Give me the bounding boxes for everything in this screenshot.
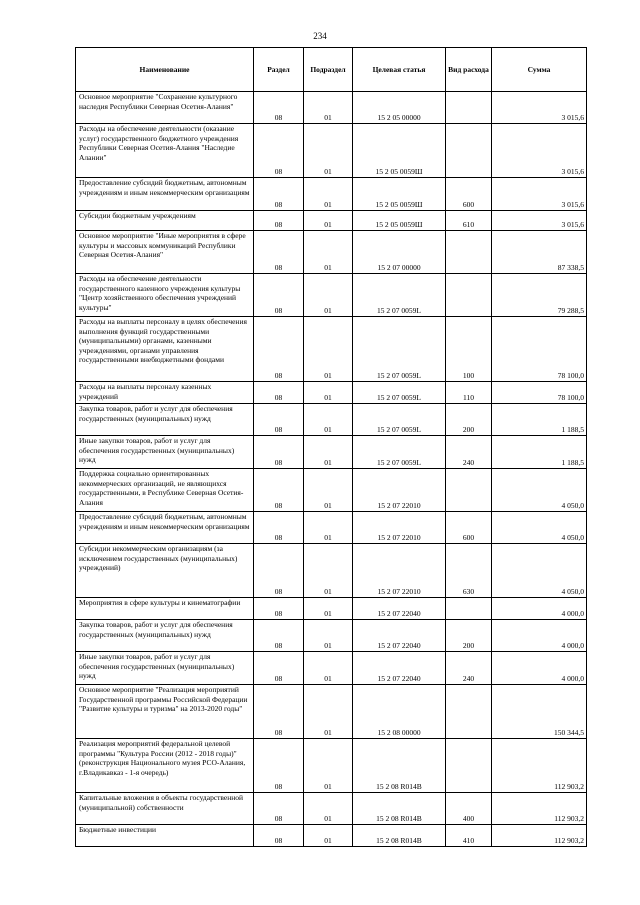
cell-target: 15 2 08 R014B [353,825,446,847]
cell-subsection: 01 [304,598,353,620]
cell-sum: 4 050,0 [492,469,587,512]
cell-type [446,92,492,124]
header-target: Целевая статья [353,48,446,92]
cell-sum: 3 015,6 [492,211,587,231]
cell-type: 410 [446,825,492,847]
header-section: Раздел [254,48,304,92]
cell-sum: 79 288,5 [492,274,587,317]
cell-type [446,685,492,739]
cell-sum: 4 000,0 [492,652,587,685]
table-row [76,469,587,512]
cell-type: 400 [446,793,492,825]
cell-target: 15 2 07 0059L [353,436,446,469]
cell-section: 08 [254,404,304,436]
cell-type: 240 [446,652,492,685]
cell-target: 15 2 07 22010 [353,469,446,512]
cell-sum: 112 903,2 [492,739,587,793]
table-row [76,825,587,847]
cell-section: 08 [254,178,304,211]
cell-target: 15 2 08 R014B [353,739,446,793]
cell-subsection: 01 [304,825,353,847]
cell-type: 630 [446,544,492,598]
cell-subsection: 01 [304,512,353,544]
cell-type [446,598,492,620]
cell-name: Закупка товаров, работ и услуг для обеспечения государственных (муниципальных) нужд [76,620,254,652]
cell-type: 600 [446,512,492,544]
cell-target: 15 2 05 0059Ш [353,124,446,178]
cell-name: Расходы на обеспечение деятельности государственного казенного учреждения культуры "Центр хозяйственного обеспечения учреждений культуры" [76,274,254,317]
cell-section: 08 [254,124,304,178]
header-type: Вид расхода [446,48,492,92]
cell-subsection: 01 [304,544,353,598]
cell-type: 110 [446,382,492,404]
cell-target: 15 2 07 00000 [353,231,446,274]
cell-name: Поддержка социально ориентированных некоммерческих организаций, не являющихся государственными, в Республике Северная Осетия-Алания [76,469,254,512]
cell-sum: 4 000,0 [492,598,587,620]
cell-section: 08 [254,739,304,793]
cell-type: 200 [446,620,492,652]
cell-target: 15 2 07 0059L [353,382,446,404]
cell-section: 08 [254,274,304,317]
cell-name: Мероприятия в сфере культуры и кинематографии [76,598,254,620]
cell-target: 15 2 07 22040 [353,598,446,620]
table-row [76,404,587,436]
table-row [76,178,587,211]
cell-name: Основное мероприятие "Сохранение культурного наследия Республики Северная Осетия-Алания" [76,92,254,124]
table-row [76,211,587,231]
cell-type: 200 [446,404,492,436]
cell-target: 15 2 07 22010 [353,544,446,598]
cell-subsection: 01 [304,620,353,652]
cell-type: 600 [446,178,492,211]
cell-target: 15 2 05 0059Ш [353,178,446,211]
header-subsection: Подраздел [304,48,353,92]
cell-name: Бюджетные инвестиции [76,825,254,847]
table-row [76,685,587,739]
cell-subsection: 01 [304,739,353,793]
table-row [76,739,587,793]
cell-target: 15 2 07 22010 [353,512,446,544]
cell-type [446,124,492,178]
cell-section: 08 [254,436,304,469]
table-body [76,92,587,847]
cell-section: 08 [254,512,304,544]
cell-subsection: 01 [304,382,353,404]
cell-section: 08 [254,825,304,847]
cell-section: 08 [254,211,304,231]
cell-type [446,231,492,274]
header-name: Наименование [76,48,254,92]
table-row [76,436,587,469]
table-row [76,317,587,382]
cell-subsection: 01 [304,178,353,211]
cell-sum: 4 050,0 [492,544,587,598]
cell-sum: 112 903,2 [492,825,587,847]
cell-name: Капитальные вложения в объекты государственной (муниципальной) собственности [76,793,254,825]
cell-type [446,469,492,512]
table-row [76,512,587,544]
cell-section: 08 [254,620,304,652]
cell-section: 08 [254,231,304,274]
cell-sum: 3 015,6 [492,92,587,124]
table-row [76,124,587,178]
cell-name: Субсидии бюджетным учреждениям [76,211,254,231]
cell-section: 08 [254,469,304,512]
cell-name: Предоставление субсидий бюджетным, автономным учреждениям и иным некоммерческим организациям [76,178,254,211]
cell-type: 100 [446,317,492,382]
cell-name: Субсидии некоммерческим организациям (за исключением государственных (муниципальных) учреждений) [76,544,254,598]
cell-sum: 3 015,6 [492,178,587,211]
table-row [76,620,587,652]
cell-sum: 78 100,0 [492,317,587,382]
cell-sum: 87 338,5 [492,231,587,274]
cell-section: 08 [254,382,304,404]
cell-name: Предоставление субсидий бюджетным, автономным учреждениям и иным некоммерческим организациям [76,512,254,544]
cell-target: 15 2 08 00000 [353,685,446,739]
table-header-row [76,48,587,92]
cell-sum: 1 188,5 [492,436,587,469]
cell-section: 08 [254,793,304,825]
table-row [76,382,587,404]
table-row [76,598,587,620]
table-row [76,652,587,685]
cell-sum: 3 015,6 [492,124,587,178]
cell-subsection: 01 [304,685,353,739]
cell-name: Основное мероприятие "Реализация мероприятий Государственной программы Российской Федерации "Развитие культуры и туризма" на 2013-2020 годы" [76,685,254,739]
cell-subsection: 01 [304,317,353,382]
table-row [76,231,587,274]
cell-name: Расходы на обеспечение деятельности (оказание услуг) государственного бюджетного учреждения Республики Северная Осетия-Алания "Наследие Алании" [76,124,254,178]
cell-name: Закупка товаров, работ и услуг для обеспечения государственных (муниципальных) нужд [76,404,254,436]
cell-subsection: 01 [304,793,353,825]
cell-target: 15 2 07 22040 [353,620,446,652]
cell-target: 15 2 07 0059L [353,317,446,382]
page-number: 234 [313,31,327,41]
cell-type: 240 [446,436,492,469]
cell-name: Реализация мероприятий федеральной целевой программы "Культура России (2012 - 2018 годы)" (реконструкция Национального музея РСО-Алания, г.Владикавказ - 1-я очередь) [76,739,254,793]
table-row [76,92,587,124]
cell-target: 15 2 07 0059L [353,274,446,317]
cell-name: Иные закупки товаров, работ и услуг для обеспечения государственных (муниципальных) нужд [76,652,254,685]
table-row [76,793,587,825]
cell-subsection: 01 [304,92,353,124]
cell-subsection: 01 [304,436,353,469]
cell-section: 08 [254,544,304,598]
cell-subsection: 01 [304,274,353,317]
cell-type [446,274,492,317]
cell-sum: 4 000,0 [492,620,587,652]
cell-name: Расходы на выплаты персоналу казенных учреждений [76,382,254,404]
cell-target: 15 2 07 22040 [353,652,446,685]
cell-section: 08 [254,317,304,382]
header-sum: Сумма [492,48,587,92]
cell-target: 15 2 05 00000 [353,92,446,124]
budget-table [75,47,587,847]
cell-subsection: 01 [304,652,353,685]
cell-sum: 4 050,0 [492,512,587,544]
cell-subsection: 01 [304,231,353,274]
cell-sum: 78 100,0 [492,382,587,404]
cell-name: Иные закупки товаров, работ и услуг для обеспечения государственных (муниципальных) нужд [76,436,254,469]
cell-sum: 150 344,5 [492,685,587,739]
cell-target: 15 2 05 0059Ш [353,211,446,231]
cell-name: Основное мероприятие "Иные мероприятия в сфере культуры и массовых коммуникаций Республики Северная Осетия-Алания" [76,231,254,274]
cell-section: 08 [254,92,304,124]
cell-target: 15 2 08 R014B [353,793,446,825]
cell-subsection: 01 [304,211,353,231]
cell-subsection: 01 [304,404,353,436]
cell-section: 08 [254,652,304,685]
cell-sum: 1 188,5 [492,404,587,436]
cell-section: 08 [254,685,304,739]
cell-name: Расходы на выплаты персоналу в целях обеспечения выполнения функций государственными (муниципальными) органами, казенными учреждениями, органами управления государственными внебюджетными фондами [76,317,254,382]
cell-target: 15 2 07 0059L [353,404,446,436]
cell-subsection: 01 [304,469,353,512]
cell-sum: 112 903,2 [492,793,587,825]
cell-type: 610 [446,211,492,231]
cell-subsection: 01 [304,124,353,178]
table-row [76,274,587,317]
cell-type [446,739,492,793]
cell-section: 08 [254,598,304,620]
table-row [76,544,587,598]
